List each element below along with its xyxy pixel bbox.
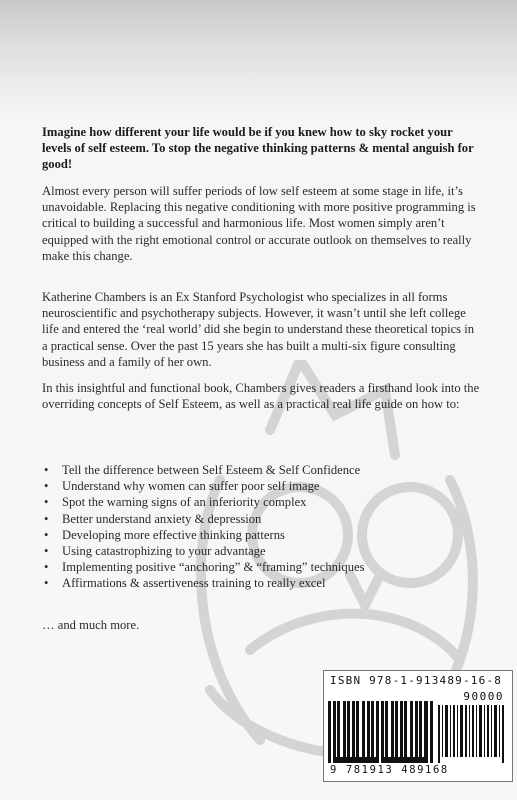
list-item: • Spot the warning signs of an inferiority complex [42,494,462,510]
list-item: • Understand why women can suffer poor self image [42,478,462,494]
closing-line: … and much more. [42,618,140,632]
lead-paragraph: Imagine how different your life would be if you knew how to sky rocket your levels of self esteem. To stop the negative thinking patterns & mental anguish for good! [42,125,474,172]
list-item: • Using catastrophizing to your advantage [42,543,462,559]
author-paragraph: Katherine Chambers is an Ex Stanford Psychologist who specializes in all forms neuroscientific and psychotherapy subjects. However, it wasn’t until she left college life and entered the ‘real world’ did she begin to understand these theoretical topics in a practical sense. Over the past 15 years she has built a multi-six figure consulting business and a family of her own. [42,290,474,369]
list-item: • Affirmations & assertiveness training to really excel [42,575,462,591]
topics-list [42,462,462,592]
barcode-digits: 9 781913 489168 [330,764,449,776]
list-item: • Implementing positive “anchoring” & “framing” techniques [42,559,462,575]
barcode-icon [328,701,508,763]
isbn-barcode [323,670,513,782]
list-item: • Tell the difference between Self Esteem & Self Confidence [42,462,462,478]
price-code: 90000 [463,690,504,703]
body-paragraph-1: Almost every person will suffer periods of low self esteem at some stage in life, it’s unavoidable. Replacing this negative conditioning with more positive programming is critical to building a successful and harmonious life. Most women simply aren’t equipped with the right emotional control or accurate outlook on themselves to really make this change. [42,184,476,263]
isbn-label: ISBN 978-1-913489-16-8 [330,674,503,687]
list-item: • Better understand anxiety & depression [42,511,462,527]
body-paragraph-3: In this insightful and functional book, Chambers gives readers a firsthand look into the overriding concepts of Self Esteem, as well as a practical real life guide on how to: [42,381,480,412]
list-item: • Developing more effective thinking patterns [42,527,462,543]
